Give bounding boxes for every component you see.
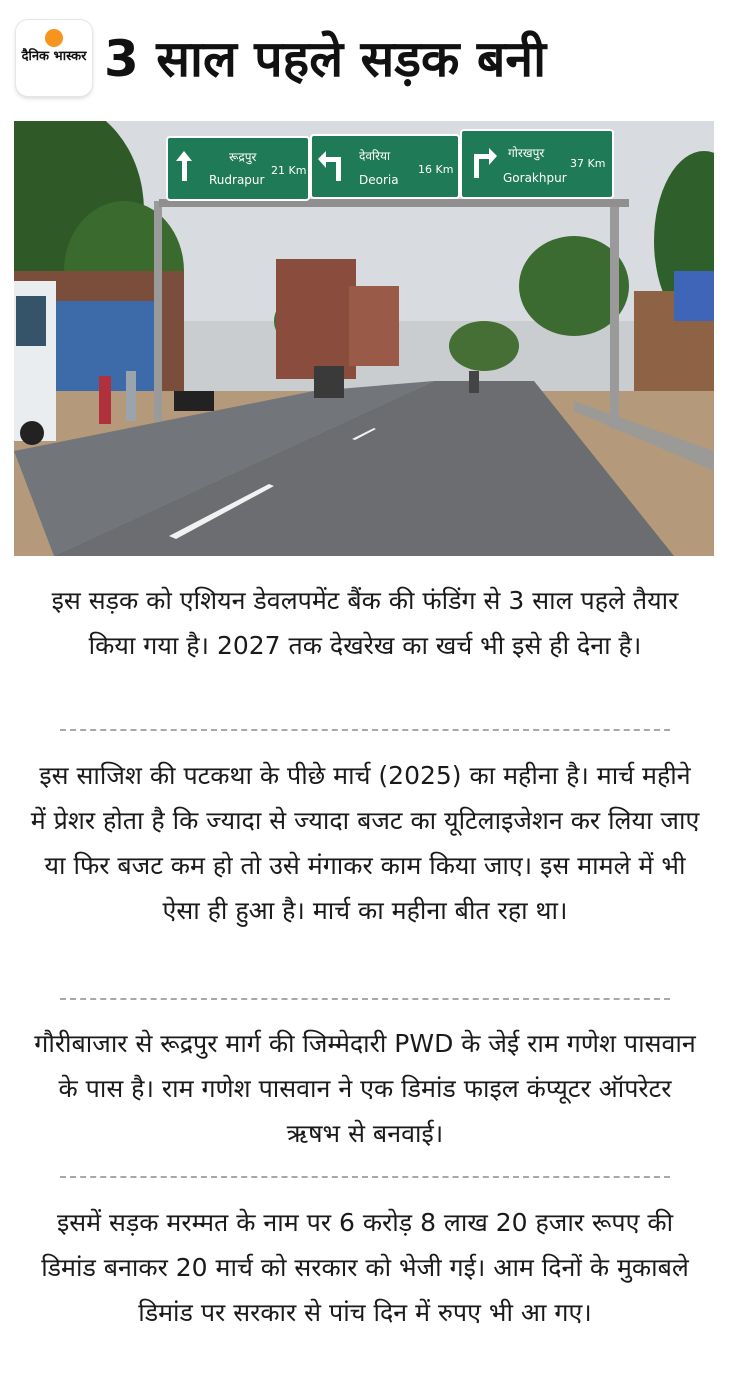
paragraph-4: इसमें सड़क मरम्मत के नाम पर 6 करोड़ 8 लाख 20 हजार रूपए की डिमांड बनाकर 20 मार्च को सरकार को भेजी गई। आम दिनों के मुकाबले डिमांड पर सरकार से पांच दिन में रुपए भी आ गए।: [41, 1208, 689, 1327]
dainik-bhaskar-logo[interactable]: [16, 20, 92, 96]
sign-1-hindi: रूद्रपुर: [229, 150, 257, 164]
sign-1-english: Rudrapur: [209, 173, 265, 187]
road-photo: [14, 121, 714, 556]
sign-2-hindi: देवरिया: [359, 149, 391, 163]
sign-3-hindi: गोरखपुर: [508, 146, 545, 160]
sign-3-english: Gorakhpur: [503, 171, 567, 185]
sun-icon: [45, 29, 63, 47]
sign-2-english: Deoria: [359, 173, 399, 187]
paragraph-3: गौरीबाजार से रूद्रपुर मार्ग की जिम्मेदारी PWD के जेई राम गणेश पासवान के पास है। राम गणेश पासवान ने एक डिमांड फाइल कंप्यूटर ऑपरेटर ऋषभ से बनवाई।: [34, 1029, 696, 1148]
divider: [60, 729, 670, 731]
logo-text: दैनिक भास्कर: [21, 49, 87, 64]
headline: 3 साल पहले सड़क बनी: [104, 30, 547, 88]
sign-1-distance: 21 Km: [271, 164, 307, 177]
paragraph-1: इस सड़क को एशियन डेवलपमेंट बैंक की फंडिंग से 3 साल पहले तैयार किया गया है। 2027 तक देखरेख का खर्च भी इसे ही देना है।: [51, 586, 679, 660]
divider: [60, 998, 670, 1000]
header: [0, 0, 730, 118]
sign-2-distance: 16 Km: [418, 163, 454, 176]
sign-3-distance: 37 Km: [570, 157, 606, 170]
divider: [60, 1176, 670, 1178]
paragraph-2: इस साजिश की पटकथा के पीछे मार्च (2025) का महीना है। मार्च महीने में प्रेशर होता है कि ज्यादा से ज्यादा बजट का यूटिलाइजेशन कर लिया जाए या फिर बजट कम हो तो उसे मंगाकर काम किया जाए। इस मामले में भी ऐसा ही हुआ है। मार्च का महीना बीत रहा था।: [30, 761, 700, 925]
